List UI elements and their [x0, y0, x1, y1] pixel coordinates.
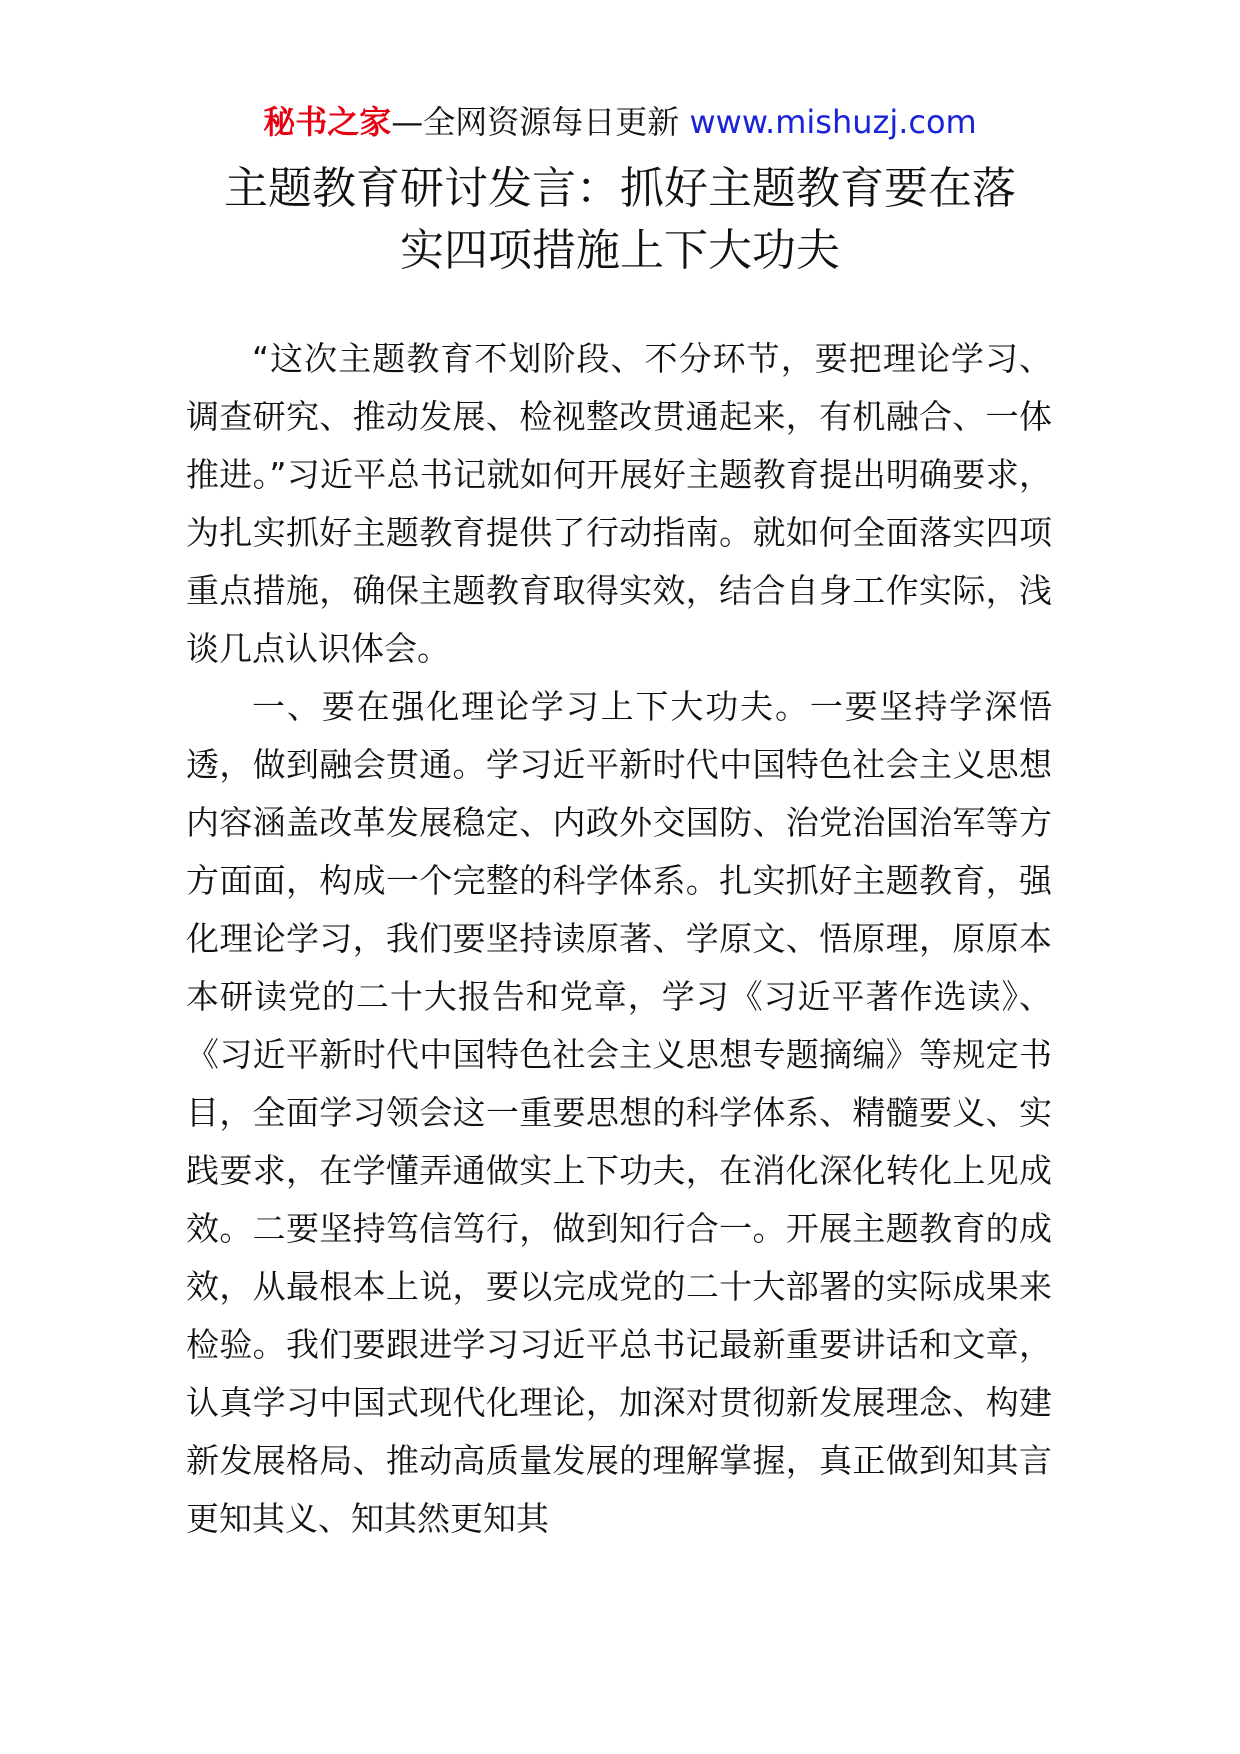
paragraph-intro [186, 330, 1052, 678]
site-brand: 秘书之家 [263, 103, 392, 141]
text-line: 二十大部署的实际成果来检验。我们要跟进学习习近平总 [186, 1267, 1053, 1364]
text-line: 落实四项重点措施，确保主题教育取得实效，结合自身工 [186, 513, 1053, 610]
text-line: 理，原原本本研读党的二十大报告和党章，学习《习近平 [186, 919, 1053, 1016]
text-line: 想内容涵盖改革发展稳定、内政外交国防、治党治国治军 [186, 745, 1052, 842]
document-body [186, 330, 1052, 1548]
text-line: 透，做到融会贯通。学习近平新时代中国特色社会主义思 [186, 745, 1019, 784]
title-line: 实四项措施上下大功夫 [400, 225, 840, 276]
text-line: 著作选读》、《习近平新时代中国特色社会主义思想专题 [186, 977, 1053, 1074]
site-url-link[interactable]: www.mishuzj.com [689, 103, 977, 141]
text-line: 展的理解掌握，真正做到知其言更知其义、知其然更知其 [186, 1441, 1053, 1538]
text-line: 系、精髓要义、实践要求，在学懂弄通做实上下功夫，在 [186, 1093, 1053, 1190]
site-tagline: —全网资源每日更新 [391, 103, 690, 141]
text-line: 消化深化转化上见成效。二要坚持笃信笃行，做到知行合 [186, 1151, 1053, 1248]
site-header [0, 100, 1240, 144]
text-line: 作实际，浅谈几点认识体会。 [186, 571, 1053, 668]
title-line: 主题教育研讨发言：抓好主题教育要在落 [224, 163, 1016, 214]
text-line: 一。开展主题教育的成效，从最根本上说，要以完成党的 [186, 1209, 1053, 1306]
document-title [150, 158, 1090, 282]
text-line: 要求，为扎实抓好主题教育提供了行动指南。就如何全面 [186, 455, 1052, 552]
text-line: 一、要在强化理论学习上下大功夫。一要坚持学深悟 [252, 687, 1052, 726]
text-line: 加深对贯彻新发展理念、构建新发展格局、推动高质量发 [186, 1383, 1053, 1480]
text-line: 书记最新重要讲话和文章，认真学习中国式现代化理论， [186, 1325, 1053, 1422]
text-line: 育，强化理论学习，我们要坚持读原著、学原文、悟原 [186, 861, 1053, 958]
paragraph-section-one [186, 678, 1052, 1548]
text-line: 等方方面面，构成一个完整的科学体系。扎实抓好主题教 [186, 803, 1053, 900]
text-line: 调查研究、推动发展、检视整改贯通起来，有机融合、一 [186, 397, 1019, 436]
text-line: “这次主题教育不划阶段、不分环节，要把理论学习、 [252, 339, 1052, 378]
text-line: 体推进。”习近平总书记就如何开展好主题教育提出明确 [186, 397, 1052, 494]
text-line: 摘编》等规定书目，全面学习领会这一重要思想的科学体 [186, 1035, 1053, 1132]
